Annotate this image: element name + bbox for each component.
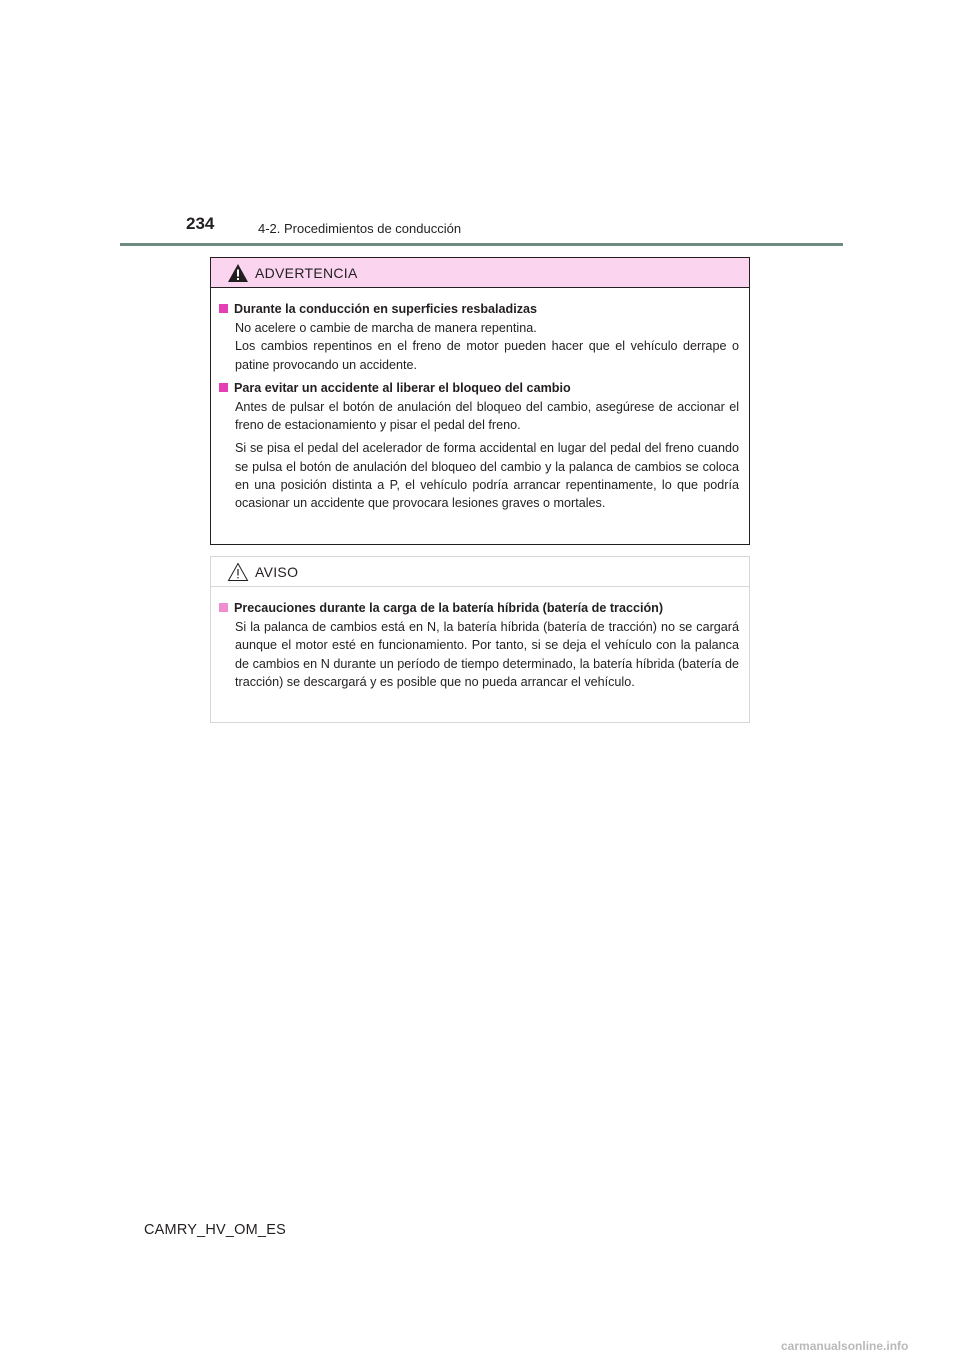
warning-header [211,258,749,288]
notice-body [211,587,749,691]
warning-item-heading-text: Durante la conducción en superficies resbaladizas [234,302,538,316]
warning-box [210,257,750,545]
header-rule [120,243,843,246]
notice-item-heading-text: Precauciones durante la carga de la batería híbrida (batería de tracción) [234,601,664,615]
warning-paragraph: No acelere o cambie de marcha de manera repentina. Los cambios repentinos en el freno de motor pueden hacer que el vehículo derrape o patine provocando un accidente. [235,321,739,372]
notice-item-heading [219,599,739,617]
warning-body [211,288,749,512]
square-bullet-icon [219,304,228,313]
document-code: CAMRY_HV_OM_ES [144,1222,286,1238]
warning-item-heading-text: Para evitar un accidente al liberar el bloqueo del cambio [234,380,571,395]
square-bullet-icon [219,603,228,612]
warning-triangle-icon [227,263,249,283]
warning-label: ADVERTENCIA [255,264,358,281]
notice-header [211,557,749,587]
caution-outline-triangle-icon [227,562,249,582]
warning-item-heading [219,300,739,318]
notice-box [210,556,750,723]
warning-paragraph: Antes de pulsar el botón de anulación del bloqueo del cambio, asegúrese de accionar el freno de estacionamiento y pisar el pedal del freno. [235,400,739,433]
square-bullet-icon [219,383,228,392]
notice-paragraph: Si la palanca de cambios está en N, la batería híbrida (batería de tracción) no se cargará aunque el motor esté en funcionamiento. Por tanto, si se deja el vehículo con la palanca de cambios en N durante un período de tiempo determinado, la batería híbrida (batería de tracción) se descargará y es posible que no pueda arrancar el vehículo. [235,620,739,689]
warning-item-heading [219,379,739,397]
page-number: 234 [186,214,215,233]
watermark: carmanualsonline.info [781,1339,909,1353]
section-title: 4-2. Procedimientos de conducción [258,221,462,236]
warning-paragraph: Si se pisa el pedal del acelerador de forma accidental en lugar del pedal del freno cuando se pulsa el botón de anulación del bloqueo del cambio y la palanca de cambios se coloca en una posición distinta a P, el vehículo podría arrancar repentinamente, lo que podría ocasionar un accidente que provocara lesiones graves o mortales. [235,441,739,511]
notice-label: AVISO [255,563,299,580]
